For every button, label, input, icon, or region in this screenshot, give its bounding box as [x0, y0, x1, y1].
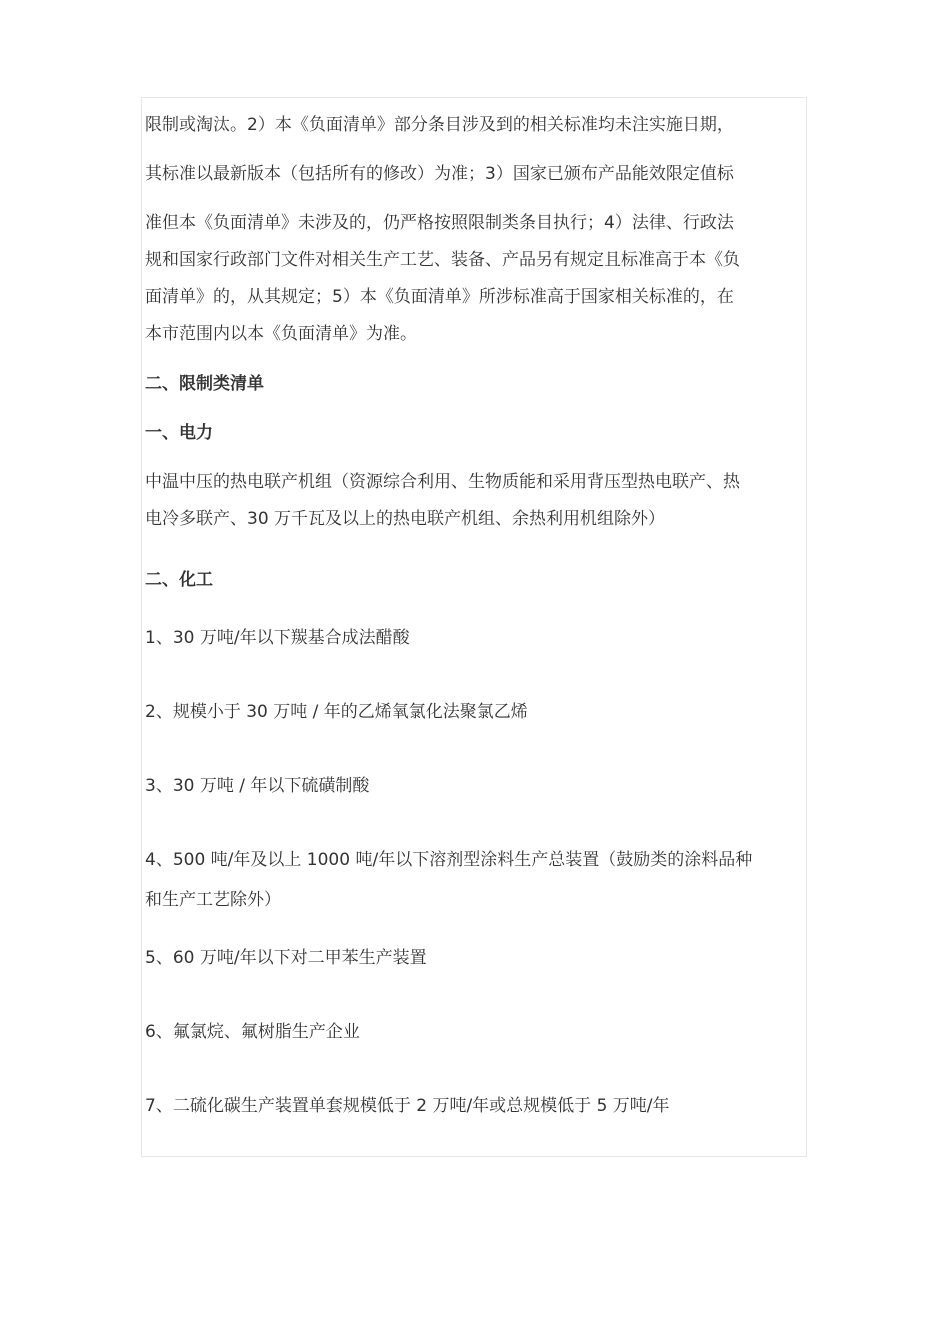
intro-line-2: 其标准以最新版本（包括所有的修改）为准；3）国家已颁布产品能效限定值标 — [145, 164, 734, 184]
chemical-item-4-line-1: 4、500 吨/年及以上 1000 吨/年以下溶剂型涂料生产总装置（鼓励类的涂料品种 — [145, 850, 753, 870]
chemical-item-2: 2、规模小于 30 万吨 / 年的乙烯氧氯化法聚氯乙烯 — [145, 702, 528, 722]
electric-heading: 一、电力 — [145, 423, 213, 443]
intro-line-3: 准但本《负面清单》未涉及的，仍严格按照限制类条目执行；4）法律、行政法 — [145, 213, 734, 233]
intro-line-6: 本市范围内以本《负面清单》为准。 — [145, 324, 417, 344]
chemical-item-6: 6、氟氯烷、氟树脂生产企业 — [145, 1022, 360, 1042]
intro-line-1: 限制或淘汰。2）本《负面清单》部分条目涉及到的相关标准均未注实施日期， — [145, 115, 734, 135]
chemical-item-3: 3、30 万吨 / 年以下硫磺制酸 — [145, 776, 370, 796]
intro-line-5: 面清单》的，从其规定；5）本《负面清单》所涉标准高于国家相关标准的，在 — [145, 287, 734, 307]
chemical-item-7: 7、二硫化碳生产装置单套规模低于 2 万吨/年或总规模低于 5 万吨/年 — [145, 1096, 670, 1116]
chemical-heading: 二、化工 — [145, 570, 213, 590]
electric-line-2: 电冷多联产、30 万千瓦及以上的热电联产机组、余热利用机组除外） — [145, 509, 666, 529]
chemical-item-1: 1、30 万吨/年以下羰基合成法醋酸 — [145, 628, 410, 648]
intro-line-4: 规和国家行政部门文件对相关生产工艺、装备、产品另有规定且标准高于本《负 — [145, 250, 740, 270]
chemical-item-5: 5、60 万吨/年以下对二甲苯生产装置 — [145, 948, 427, 968]
chemical-item-4-line-2: 和生产工艺除外） — [145, 890, 281, 910]
electric-line-1: 中温中压的热电联产机组（资源综合利用、生物质能和采用背压型热电联产、热 — [145, 472, 740, 492]
section-title: 二、限制类清单 — [145, 374, 264, 394]
